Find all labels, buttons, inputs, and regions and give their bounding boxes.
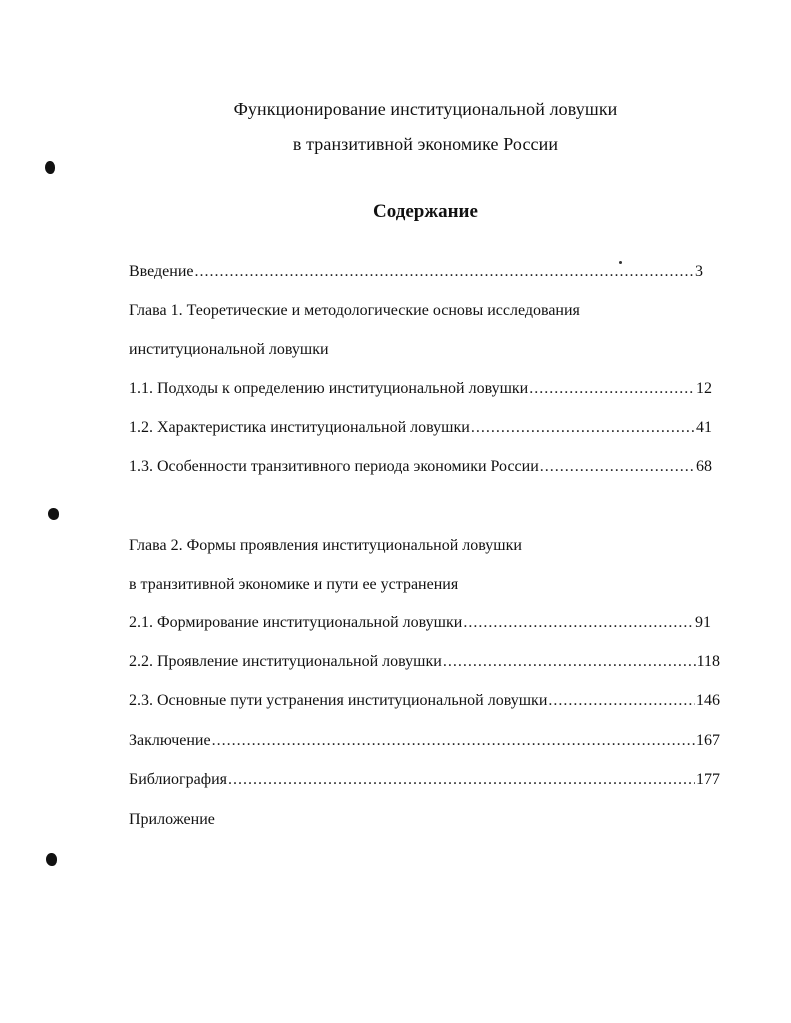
punch-hole-top — [45, 161, 55, 174]
toc-page-number: 118 — [696, 653, 720, 670]
toc-label: 1.2. Характеристика институциональной ловушки — [129, 419, 470, 436]
toc-page-number: 12 — [696, 380, 712, 397]
toc-leader-dots — [443, 653, 696, 671]
toc-page-number: 177 — [696, 771, 720, 788]
toc-label: 2.3. Основные пути устранения институциональной ловушки — [129, 692, 548, 709]
document-title-line-2: в транзитивной экономике России — [292, 134, 559, 154]
toc-entry-1-2 — [129, 419, 712, 437]
toc-chapter-1-line-1: Глава 1. Теоретические и методологические основы исследования — [129, 302, 580, 319]
toc-leader-dots — [463, 614, 694, 632]
toc-leader-dots — [540, 458, 695, 476]
toc-entry-2-3 — [129, 692, 720, 710]
toc-chapter-1-line-2: институциональной ловушки — [129, 341, 329, 358]
toc-entry-conclusion — [129, 732, 720, 750]
toc-page-number: 146 — [696, 692, 720, 709]
toc-label: 2.2. Проявление институциональной ловушки — [129, 653, 442, 670]
toc-chapter-2-line-2: в транзитивной экономике и пути ее устранения — [129, 576, 459, 593]
toc-leader-dots — [228, 771, 695, 789]
punch-hole-bottom — [46, 853, 57, 866]
toc-leader-dots — [548, 692, 695, 710]
toc-leader-dots — [529, 380, 695, 398]
toc-leader-dots — [195, 263, 695, 281]
toc-leader-dots — [471, 419, 695, 437]
toc-entry-2-2 — [129, 653, 720, 671]
toc-label: 1.1. Подходы к определению институциональной ловушки — [129, 380, 529, 397]
toc-page-number: 41 — [696, 419, 712, 436]
toc-page-number: 167 — [696, 732, 720, 749]
toc-entry-appendix: Приложение — [129, 811, 215, 828]
toc-page-number: 3 — [695, 263, 703, 280]
toc-entry-1-3 — [129, 458, 712, 476]
toc-label: 1.3. Особенности транзитивного периода экономики России — [129, 458, 539, 475]
document-title-line-1: Функционирование институциональной ловушки — [233, 99, 618, 119]
toc-entry-intro — [129, 263, 703, 281]
toc-label: Заключение — [129, 732, 211, 749]
toc-leader-dots — [212, 732, 695, 750]
toc-chapter-2-line-1: Глава 2. Формы проявления институциональной ловушки — [129, 537, 522, 554]
toc-entry-bibliography — [129, 771, 720, 789]
contents-heading: Содержание — [373, 201, 478, 222]
toc-page-number: 68 — [696, 458, 712, 475]
toc-label: 2.1. Формирование институциональной ловушки — [129, 614, 463, 631]
toc-entry-2-1 — [129, 614, 711, 632]
toc-entry-1-1 — [129, 380, 712, 398]
toc-label: Библиография — [129, 771, 227, 788]
toc-label: Введение — [129, 263, 194, 280]
toc-page-number: 91 — [695, 614, 711, 631]
punch-hole-middle — [48, 508, 59, 520]
